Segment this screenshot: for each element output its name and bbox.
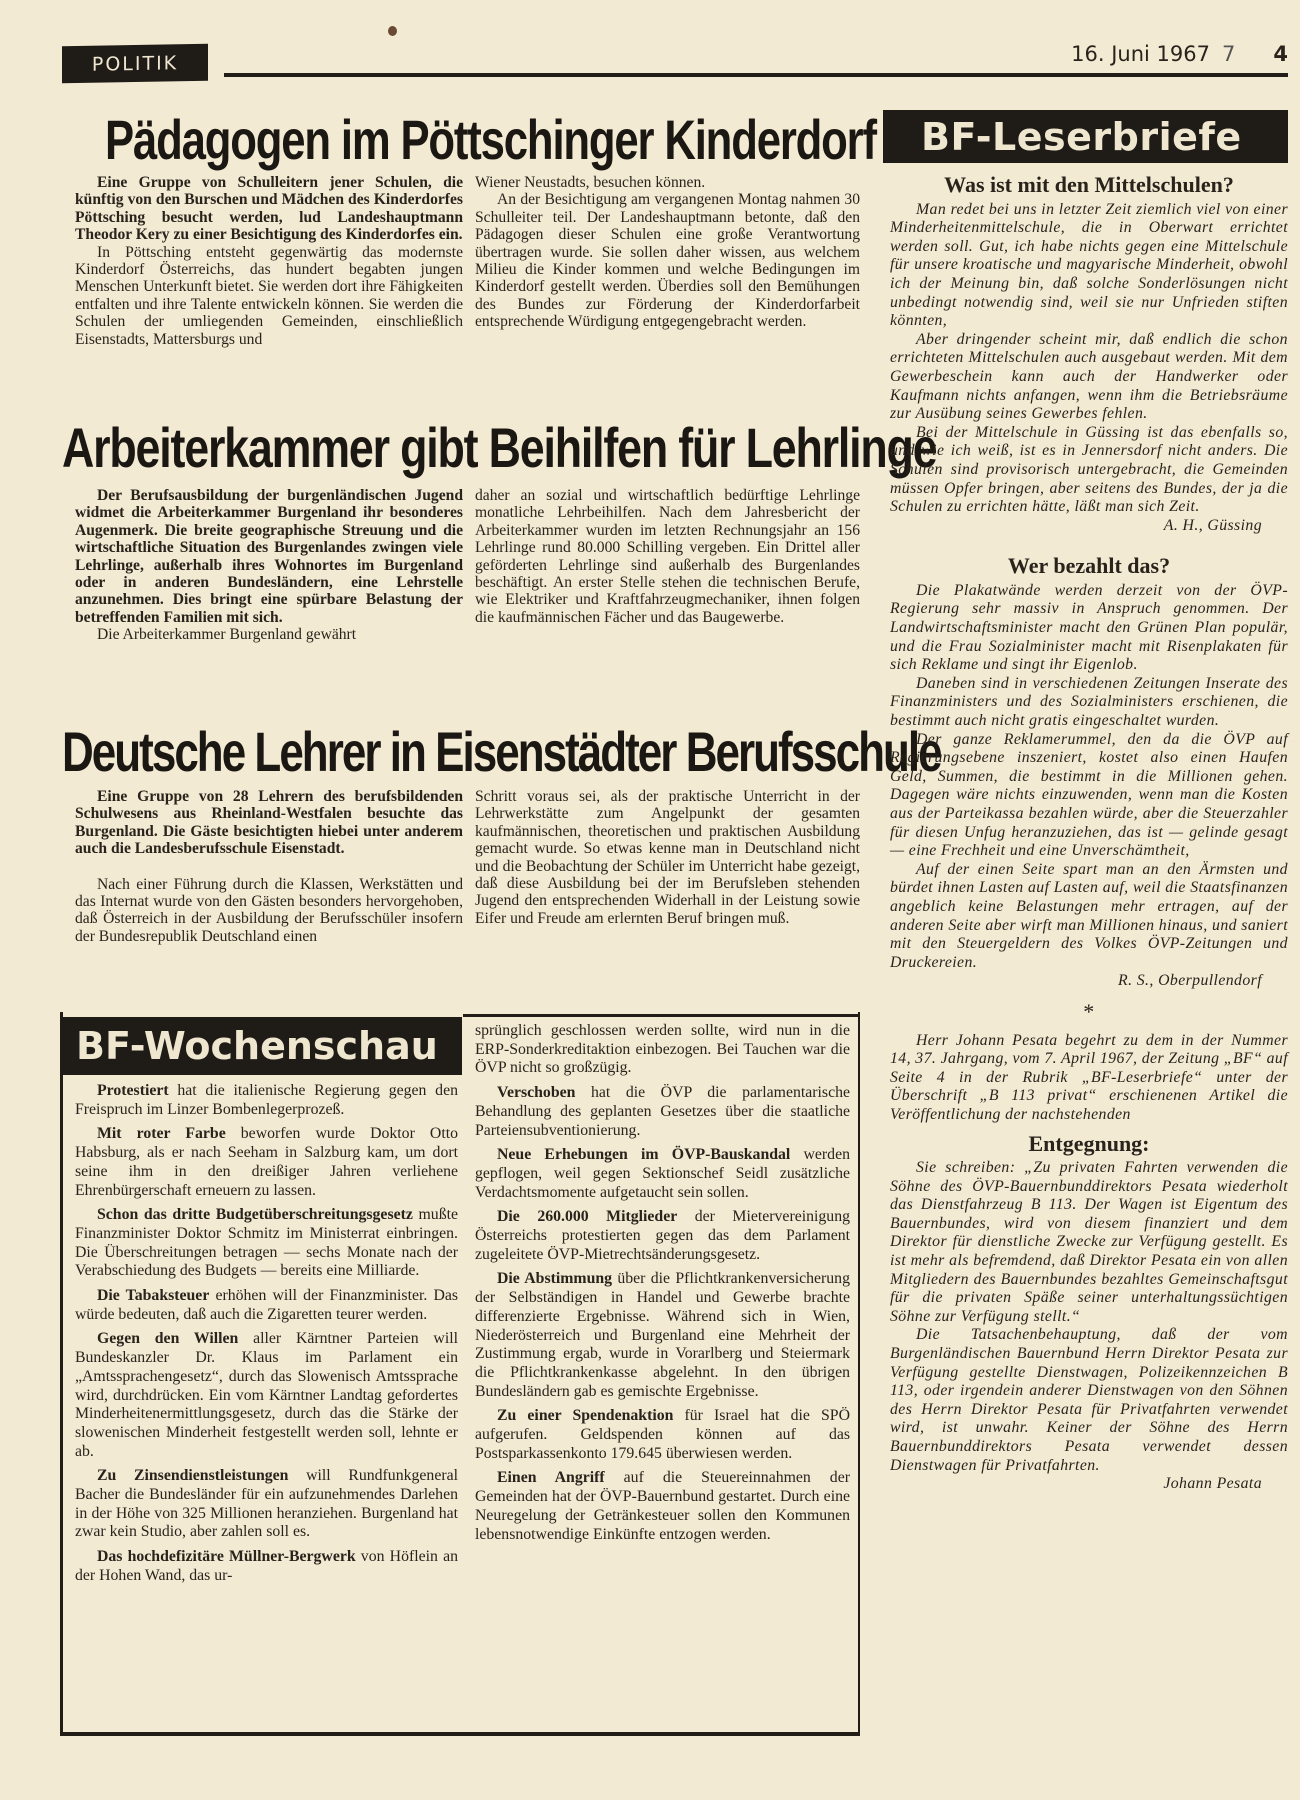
wochenschau-top-rule [463,1014,860,1017]
article3-lead: Eine Gruppe von 28 Lehrern des berufsbildenden Schulwesens aus Rheinland-Westfalen besuchte das Burgenland. Die Gäste besichtigten hiebei unter anderem auch die Landesberufsschule Eisenstadt. [75,788,463,858]
letter-title: Wer bezahlt das? [1007,553,1171,579]
wochenschau-item: Protestiert hat die italienische Regierung gegen den Freispruch im Linzer Bombenlegerprozeß. [75,1082,458,1118]
article3-column-2 [475,788,860,927]
leserbriefe-column [890,172,1288,1494]
page-marker: 7 [1222,42,1236,66]
letter-paragraph: Daneben sind in verschiedenen Zeitungen Inserate des Finanzministers und des Sozialministers erschienen, die bestimmt auch nicht gratis eingeschaltet wurden. [890,674,1288,730]
wochenschau-title: BF-Wochenschau [60,1017,462,1075]
leserbriefe-title: BF-Leserbriefe [883,110,1288,163]
article-headline-arbeiterkammer: Arbeiterkammer gibt Beihilfen für Lehrlinge [62,416,937,479]
wochenschau-column-1 [75,1082,458,1592]
wochenschau-item: Die Tabaksteuer erhöhen will der Finanzminister. Das würde bedeuten, daß auch die Zigaretten teurer werden. [75,1287,459,1323]
issue-date: 16. Juni 1967 [1071,42,1210,66]
letter-paragraph: Bei der Mittelschule in Güssing ist das ebenfalls so, und wie ich weiß, ist es in Jennersdorf nicht anders. Die Schulen sind provisorisch untergebracht, die Gemeinden müssen Opfer bringen, aber seitens des Bundes, der ja die Schulen zu errichten hätte, läßt man sich Zeit. [890,423,1288,516]
wochenschau-item: Mit roter Farbe beworfen wurde Doktor Otto Habsburg, als er nach Seeham in Salzburg kam, um dort seine ihm in den dreißiger Jahren verliehene Ehrenbürgerschaft erneuern zu lassen. [75,1125,458,1199]
asterisk-separator-icon: * [1083,998,1095,1024]
header-rule [224,73,1288,77]
letter-paragraph: Die Plakatwände werden derzeit von der ÖVP-Regierung sehr massiv in Anspruch genommen. Der Landwirtschaftsminister macht den Grünen Plan populär, und die Frau Sozialminister macht mit Risenplakaten für sich Reklame und singt ihr Eigenlob. [890,581,1288,674]
letter-paragraph: Auf der einen Seite spart man an den Ärmsten und bürdet ihnen Lasten auf Lasten auf, weil die Staatsfinanzen angeblich keine Belastungen mehr ertragen, auf der anderen Seite aber wirft man Millionen hinaus, und saniert mit den Steuergeldern des Volkes ÖVP-Zeitungen und Druckereien. [890,860,1288,971]
reply-paragraph: Die Tatsachenbehauptung, daß der vom Burgenländischen Bauernbund Herrn Direktor Pesata zur Verfügung gestellte Dienstwagen, Polizeikennzeichen B 113, oder irgendein anderer Dienstwagen von den Söhnen des Herrn Direktor Pesata für Privatfahrten verwendet wird, ist unwahr. Keiner der Söhne des Herrn Bauernbunddirektors Pesata verwendet dessen Dienstwagen für Privatfahrten. [890,1326,1288,1474]
wochenschau-item: Einen Angriff auf die Steuereinnahmen der Gemeinden hat der ÖVP-Bauernbund gestartet. Durch eine Neuregelung der Getränkesteuer sollen den Kommunen lebensnotwendige Einkünfte entzogen werden. [475,1469,850,1543]
page-number [1222,42,1288,66]
notice-paragraph: Herr Johann Pesata begehrt zu dem in der Nummer 14, 37. Jahrgang, vom 7. April 1967, der Zeitung „BF“ auf Seite 4 in der Rubrik „BF-Leserbriefe“ unter der Überschrift „B 113 privat“ erschienenen Artikel die Veröffentlichung der nachstehenden [890,1031,1288,1123]
wochenschau-item: Verschoben hat die ÖVP die parlamentarische Behandlung des geplanten Gesetzes über die staatliche Parteiensubventionierung. [475,1084,850,1139]
wochenschau-item: Gegen den Willen aller Kärntner Parteien will Bundeskanzler Dr. Klaus im Parlament ein „Amtssprachengesetz“, durch das Slowenisch Amtssprache wird, durchdrücken. Ein vom Kärntner Landtag gefordertes Minderheitenermittlungsgesetz, durch das die Stärke der slowenischen Minderheit festgestellt werden soll, lehnte er ab. [75,1330,459,1460]
article3-paragraph: Nach einer Führung durch die Klassen, Werkstätten und das Internat wurde von den Gästen besonders hervorgehoben, daß Österreich in der Ausbildung der Berufsschüler insofern der Bundesrepublik Deutschland einen [75,875,463,945]
letter-paragraph: Aber dringender scheint mir, daß endlich die schon errichteten Mittelschulen auch ausgebaut werden. Mit dem Gewerbeschein kann auch der Handwerker oder Kaufmann nichts anfangen, wenn ihm die Betriebsräume zur Ausübung seines Gewerbes fehlen. [890,330,1288,423]
wochenschau-item: Zu einer Spendenaktion für Israel hat die SPÖ aufgerufen. Geldspenden können auf das Postsparkassenkonto 179.645 überwiesen werden. [475,1407,850,1462]
wochenschau-item: Neue Erhebungen im ÖVP-Bauskandal werden gepflogen, weil gegen Sektionschef Seidl zusätzliche Verdachtsmomente aufgetaucht sein sollen. [475,1146,850,1201]
letter-signature: R. S., Oberpullendorf [1118,972,1262,990]
article2-lead: Der Berufsausbildung der burgenländischen Jugend widmet die Arbeiterkammer Burgenland ihr besonderes Augenmerk. Die breite geographische Streuung und die wirtschaftliche Situation des Burgenlandes zwingen viele Lehrlinge, außerhalb ihres Wohnortes im Burgenland oder in anderen Bundesländern, eine Lehrstelle anzunehmen. Dies bringt eine spürbare Belastung der betreffenden Familien mit sich. [75,487,463,626]
article2-paragraph-cont: daher an sozial und wirtschaftlich bedürftige Lehrlinge monatliche Lehrbeihilfen. Nach dem Jahresbericht der Arbeiterkammer wurden im letzten Rechnungsjahr an 156 Lehrlinge rund 80.000 Schilling vergeben. Ein Drittel aller geförderten Lehrlinge sind außerhalb des Burgenlandes beschäftigt. An erster Stelle stehen die technischen Berufe, wie Elektriker und Kraftfahrzeugmechaniker, ihnen folgen die kaufmännischen Fächer und das Baugewerbe. [475,487,860,626]
article-headline-paedagogen: Pädagogen im Pöttschinger Kinderdorf [105,108,876,171]
wochenschau-item: Schon das dritte Budgetüberschreitungsgesetz mußte Finanzminister Doktor Schmitz im Ministerrat einbringen. Die Überschreitungen betragen — sechs Monate nach der Verabschiedung des Budgets — bereits eine Milliarde. [75,1206,458,1280]
wochenschau-item-cont: sprünglich geschlossen werden sollte, wird nun in die ERP-Sonderkreditaktion einbezogen. Bei Tauchen war die ÖVP nicht so großzügig. [475,1022,850,1077]
reply-signature: Johann Pesata [1163,1475,1262,1493]
article3-column-1 [75,788,463,945]
letter-paragraph: Man redet bei uns in letzter Zeit ziemlich viel von einer Minderheitenmittelschule, die in Oberwart errichtet werden soll. Gut, ich habe nichts gegen eine Mittelschule für unsere kroatische und magyarische Minderheit, obwohl ich der Meinung bin, daß solche Sonderlösungen nicht unbedingt notwendig sind, weil sie nur Unfrieden stiften könnten, [890,200,1288,330]
article2-paragraph: Die Arbeiterkammer Burgenland gewährt [97,626,357,644]
letter-paragraph: Der ganze Reklamerummel, den da die ÖVP auf Regierungsebene inszeniert, kostet also einen Haufen Geld, Summen, die bestimmt in die Millionen gehen. Dagegen wäre nichts einzuwenden, wenn man die Kosten aus der Parteikassa bezahlen würde, aber die Steuerzahler für diesen Unfug heranzuziehen, das ist — gelinde gesagt — eine Frechheit und eine Unverschämtheit, [890,730,1288,860]
reply-paragraph: Sie schreiben: „Zu privaten Fahrten verwenden die Söhne des ÖVP-Bauernbunddirektors Pesata wiederholt das Dienstfahrzeug B 113. Der Wagen ist Eigentum des Bauernbundes, wird von diesem finanziert und dem Direktor für dienstliche Zwecke zur Verfügung gestellt. Es ist mehr als befremdend, daß Direktor Pesata ein von allen Mitgliedern des Bauernbundes bezahltes Gemeinschaftsgut für die privaten Späße seiner unterhaltungssüchtigen Söhne zur Verfügung stellt.“ [890,1159,1288,1325]
letter-signature: A. H., Güssing [1163,516,1262,534]
article1-column-1 [75,174,463,348]
reply-title: Entgegnung: [1028,1130,1150,1156]
page-number-value: 4 [1273,42,1288,66]
ink-dot [388,26,397,36]
wochenschau-item: Die 260.000 Mitglieder der Mietervereinigung Österreichs protestierten gegen das dem Parlament zugeleitete ÖVP-Mietrechtsänderungsgesetz. [475,1208,850,1263]
article1-paragraph: An der Besichtigung am vergangenen Montag nahmen 30 Schulleiter teil. Der Landeshauptmann betonte, daß den Pädagogen dieser Schulen eine große Verantwortung übertragen wurde. Sie sollen daher wissen, aus welchem Milieu die Kinder kommen und welche Bedingungen im Kinderdorf gestellt werden. Überdies soll den Bemühungen des Bundes zur Förderung der Kinderdorfarbeit entsprechende Würdigung entgegengebracht werden. [475,191,860,331]
letter-title: Was ist mit den Mittelschulen? [944,172,1234,197]
article3-paragraph-cont: Schritt voraus sei, als der praktische Unterricht in der Lehrwerkstätte zum Angelpunkt der gesamten kaufmännischen, theoretischen und praktischen Ausbildung gemacht wurde. So etwas kenne man in Deutschland nicht und die Beobachtung der Schüler im Unterricht habe gezeigt, daß diese Ausbildung bei der im Berufsleben stehenden Jugend den entsprechenden Widerhall in der Leistung sowie Eifer und Freude am erlernten Beruf bringen muß. [475,788,860,927]
wochenschau-column-2 [475,1022,850,1550]
article1-paragraph: In Pöttsching entsteht gegenwärtig das modernste Kinderdorf Österreichs, das hundert begabten jungen Menschen Unterkunft bietet. Sie werden dort ihre Fähigkeiten entfalten und ihre Talente entwickeln können. Sie werden die Schulen der umliegenden Gemeinden, einschließlich Eisenstadts, Mattersburgs und [75,243,463,348]
article-headline-deutsche-lehrer: Deutsche Lehrer in Eisenstädter Berufsschule [62,720,941,783]
wochenschau-item: Das hochdefizitäre Müllner-Bergwerk von Höflein an der Hohen Wand, das ur- [75,1548,458,1584]
article2-column-2 [475,487,860,626]
wochenschau-item: Zu Zinsendienstleistungen will Rundfunkgeneral Bacher die Bundesländer für ein aufzunehmendes Darlehen in der Höhe von 325 Millionen heranziehen. Burgenland hat zwar kein Studio, aber zahlen soll es. [75,1467,458,1541]
article1-paragraph-cont: Wiener Neustadts, besuchen können. [475,174,706,191]
section-tag: POLITIK [62,44,208,84]
article1-lead: Eine Gruppe von Schulleitern jener Schulen, die künftig von den Burschen und Mädchen des Kinderdorfes Pöttsching besucht werden, lud Landeshauptmann Theodor Kery zu einer Besichtigung des Kinderdorfes ein. [75,174,463,244]
wochenschau-item: Die Abstimmung über die Pflichtkrankenversicherung der Selbständigen in Handel und Gewerbe brachte differenzierte Ergebnisse. Während sich in Wien, Niederösterreich und Burgenland eine Mehrheit der Zustimmung ergab, wurde in Vorarlberg und Steiermark die Pflichtkrankenkasse abgelehnt. In den übrigen Bundesländern gab es gemischte Ergebnisse. [475,1270,850,1400]
article2-column-1 [75,487,463,644]
article1-column-2 [475,174,860,331]
